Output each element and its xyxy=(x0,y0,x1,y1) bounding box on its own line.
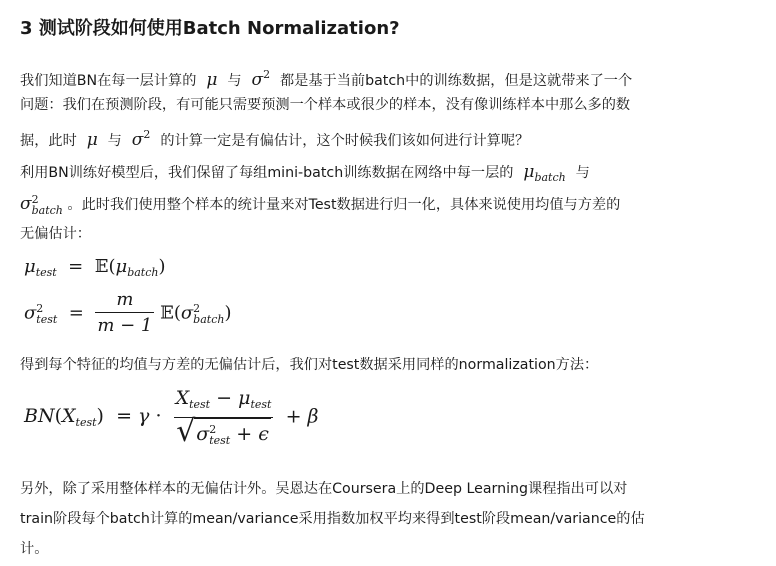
text-span: 都是基于当前batch中的训练数据，但是这就带来了一个 xyxy=(279,73,633,89)
text-span: 的计算一定是有偏估计，这个时候我们该如何进行计算呢？ xyxy=(160,133,530,149)
paragraph-3 xyxy=(20,350,720,380)
paragraph-4 xyxy=(20,474,720,564)
equation-mu-test: $\mu_{test}$ = $𝔼(\mu_{batch})$ xyxy=(24,256,166,279)
fraction: $\frac{m}{m - 1}$ xyxy=(97,289,153,336)
text-span: 利用BN训练好模型后，我们保留了每组mini-batch训练数据在网络中每一层的 xyxy=(20,165,514,181)
paragraph-1 xyxy=(20,60,720,150)
text-span: 据，此时 xyxy=(20,133,77,149)
paragraph-line: 计。 xyxy=(20,541,49,557)
sigma-squared-symbol: $\sigma^2$ xyxy=(251,68,271,90)
sigma-batch-squared-symbol: σ 2 batch xyxy=(20,192,63,217)
square-root: √ σ 2 test + ϵ xyxy=(176,414,269,449)
paragraph-line: train阶段每个batch计算的mean/variance采用指数加权平均来得到test阶段mean/variance的估 xyxy=(20,511,645,527)
paragraph-line xyxy=(20,120,720,150)
text-span: 。此时我们使用整个样本的统计量来对Test数据进行归一化，具体来说使用均值与方差的 xyxy=(67,197,621,213)
paragraph-2 xyxy=(20,157,720,251)
section-title: 3 测试阶段如何使用Batch Normalization? xyxy=(20,18,400,39)
paragraph-line xyxy=(20,187,720,221)
paragraph-line: 无偏估计： xyxy=(20,226,91,242)
paragraph-line xyxy=(20,157,720,187)
paragraph-line: 问题：我们在预测阶段，有可能只需要预测一个样本或很少的样本，没有像训练样本中那么多的数 xyxy=(20,97,631,113)
paragraph-line: 另外，除了采用整体样本的无偏估计外。吴恩达在Coursera上的Deep Learning课程指出可以对 xyxy=(20,481,628,497)
sigma-squared-symbol: $\sigma^2$ xyxy=(131,128,151,150)
mu-symbol: μ xyxy=(206,70,218,90)
text-span: 与 xyxy=(107,133,122,149)
text-span: 与 xyxy=(575,165,590,181)
mu-symbol: μ xyxy=(86,130,98,150)
paragraph-line: 得到每个特征的均值与方差的无偏估计后，我们对test数据采用同样的normalization方法： xyxy=(20,357,599,373)
text-span: 与 xyxy=(227,73,242,89)
mu-batch-symbol: $\mu_{batch}$ xyxy=(523,162,566,184)
equation-sigma-test: σ 2 test = $\frac{m}{m - 1}$ 𝔼(σ 2 batch ) xyxy=(24,288,231,339)
fraction: $X_{test} - \mu_{test}$ √ σ 2 test + ϵ xyxy=(175,387,272,449)
equation-bn: $BN(X_{test}) = \gamma$ · $X_{test} - \mu_{test}$ √ σ 2 test + ϵ + β xyxy=(24,387,319,449)
paragraph-line xyxy=(20,60,720,90)
text-span: 我们知道BN在每一层计算的 xyxy=(20,73,197,89)
